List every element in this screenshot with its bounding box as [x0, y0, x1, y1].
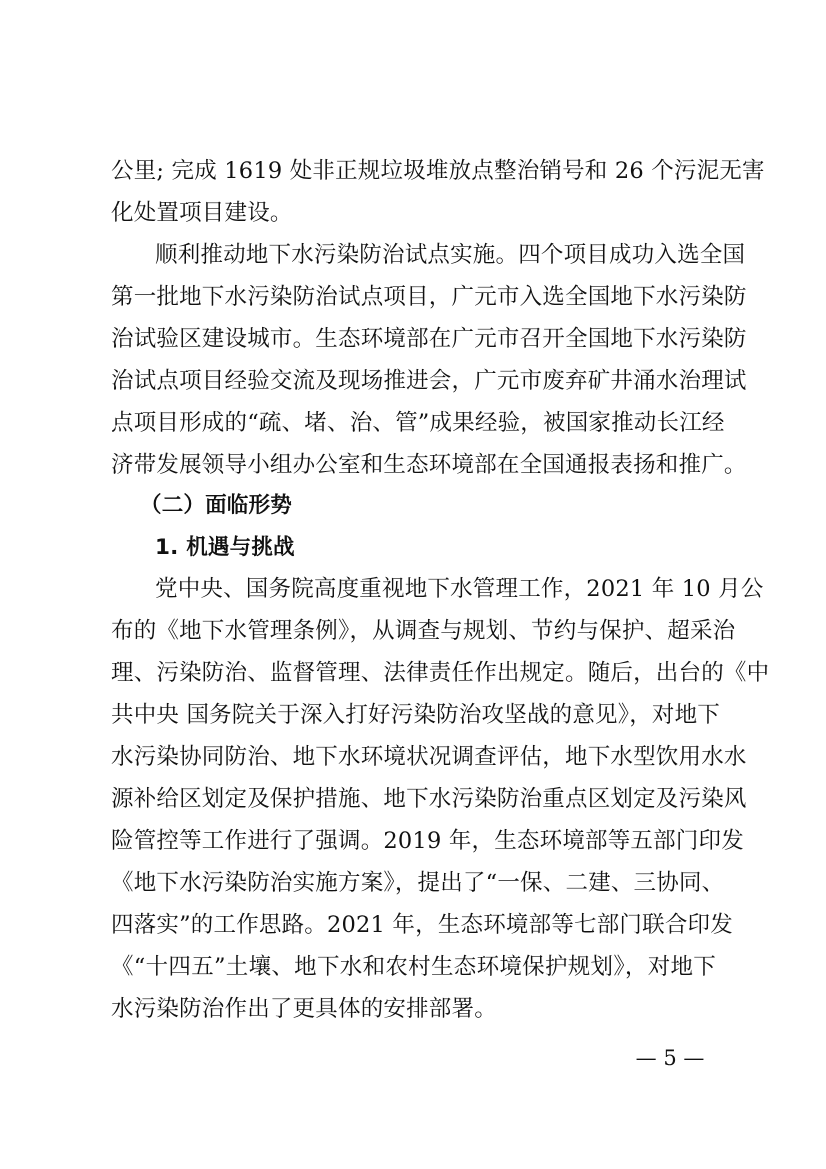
- section-heading: （二）面临形势: [140, 493, 292, 518]
- page-number: — 5 —: [635, 1046, 705, 1070]
- paragraph-line: 治试验区建设城市。生态环境部在广元市召开全国地下水污染防: [111, 326, 747, 352]
- paragraph-line: 《“十四五”土壤、地下水和农村生态环境保护规划》，对地下: [111, 954, 716, 980]
- paragraph-line: 顺利推动地下水污染防治试点实施。四个项目成功入选全国: [155, 242, 746, 268]
- paragraph-line: 第一批地下水污染防治试点项目，广元市入选全国地下水污染防: [111, 284, 747, 310]
- paragraph-line: 布的《地下水管理条例》，从调查与规划、节约与保护、超采治: [111, 618, 736, 644]
- paragraph-line: 水污染防治作出了更具体的安排部署。: [111, 996, 497, 1022]
- paragraph-line: 化处置项目建设。: [111, 200, 293, 226]
- paragraph-line: 济带发展领导小组办公室和生态环境部在全国通报表扬和推广。: [111, 452, 747, 478]
- paragraph-line: 《地下水污染防治实施方案》，提出了“一保、二建、三协同、: [111, 870, 725, 896]
- paragraph-line: 四落实”的工作思路。2021 年，生态环境部等七部门联合印发: [111, 912, 733, 938]
- paragraph-line: 源补给区划定及保护措施、地下水污染防治重点区划定及污染风: [111, 786, 747, 812]
- paragraph-line: 点项目形成的“疏、堵、治、管”成果经验，被国家推动长江经: [111, 410, 725, 436]
- paragraph-line: 共中央 国务院关于深入打好污染防治攻坚战的意见》，对地下: [111, 702, 721, 728]
- paragraph-line: 水污染协同防治、地下水环境状况调查评估，地下水型饮用水水: [111, 744, 747, 770]
- paragraph-line: 治试点项目经验交流及现场推进会，广元市废弃矿井涌水治理试: [111, 368, 747, 394]
- paragraph-line: 险管控等工作进行了强调。2019 年，生态环境部等五部门印发: [111, 828, 744, 854]
- paragraph-line: 党中央、国务院高度重视地下水管理工作，2021 年 10 月公: [155, 576, 764, 602]
- paragraph-line: 公里; 完成 1619 处非正规垃圾堆放点整治销号和 26 个污泥无害: [111, 158, 765, 184]
- subsection-heading: 1. 机遇与挑战: [155, 535, 295, 560]
- paragraph-line: 理、污染防治、监督管理、法律责任作出规定。随后，出台的《中: [111, 660, 770, 686]
